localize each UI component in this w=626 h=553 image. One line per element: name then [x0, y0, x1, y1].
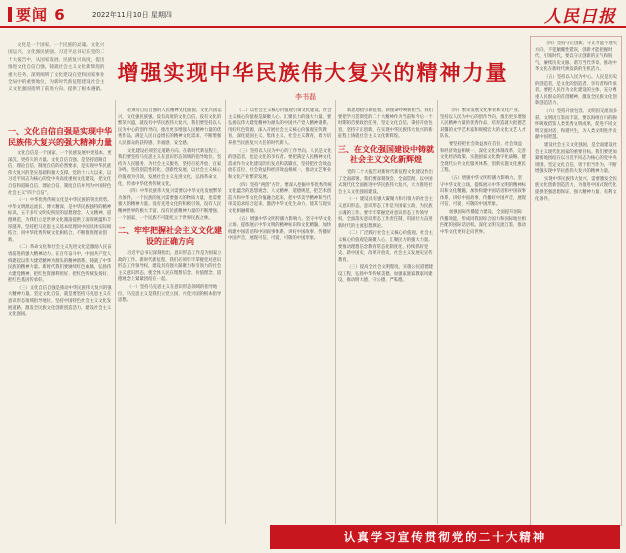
article-byline: 李书磊: [295, 93, 316, 101]
text-column-6: （四）坚持守正创新。守正才能不迷失方向、不犯颠覆性错误，创新才能把握时代、引领时代。要以守正创新的正气和锐气，赓续历史文脉、谱写当代华章，推动中华文化在新时代焕发新的生机活力。 （五）坚持以人民为中心。人民是历史的创造者，是文化的创造者、享有者和传承者。要把人民作为文化建设的主体，充分尊重人民群众的首创精神，激发全民族文化创新创造活力。 （六）坚持开放包容。文明因交流而多彩，文明因互鉴而丰富。要以海纳百川的胸怀吸收借鉴人类优秀文明成果，促进不同文明交流对话、和谐共生，为人类文明进步贡献中国智慧。 建设社会主义文化强国，是全面建设社会主义现代化国家的重要目标。我们要更加紧密地团结在以习近平同志为核心的党中央周围，坚定文化自信，勇于担当作为，不断增强实现中华民族伟大复兴的精神力量。 实现中华民族伟大复兴，需要激发全民族文化创新创造活力，为推进中国式现代化提供坚强思想保证、强大精神力量、有利文化条件。: [535, 41, 618, 202]
sidebar-box: [530, 36, 622, 526]
section-heading-1: 一、文化自信自强是实现中华民族伟大复兴的强大精神力量: [8, 127, 112, 147]
campaign-banner: 认真学习宣传贯彻党的二十大精神: [270, 525, 620, 549]
column-divider: [437, 100, 438, 524]
text-column-2: 必须有自信自强的人民精神文化面貌。文化兴国运兴，文化强民族强。没有高度的文化自信，没有文化的繁荣兴盛，就没有中华民族伟大复兴。我们要坚持以人民为中心的创作导向，推出更多增强人民精神力量的优秀作品，满足人民日益增长的精神文化需求，不断增强人民群众的获得感、幸福感、安全感。 文化建设必须坚定道路方向。在新时代新征程上，我们要坚持马克思主义在意识形态领域的指导地位，坚持为人民服务、为社会主义服务，坚持百花齐放、百家争鸣，坚持创造性转化、创新性发展，以社会主义核心价值观为引领，发展社会主义先进文化，弘扬革命文化，传承中华优秀传统文化。 （四）中华民族伟大复兴需要以中华文化发展繁荣为条件。一个民族的复兴需要强大的物质力量，也需要强大的精神力量。没有先进文化的积极引领，没有人民精神世界的极大丰富，没有民族精神力量的不断增强，一个国家、一个民族不可能屹立于世界民族之林。 二、牢牢把握社会主义文化建设的正确方向 习近平总书记深刻指出，意识形态工作是为国家立政的工作。新时代新征程，我们必须牢牢掌握党对意识形态工作领导权，建设具有强大凝聚力和引领力的社会主义意识形态，使全体人民在理想信念、价值理念、道德观念上紧紧团结在一起。 （一）坚持马克思主义在意识形态领域的指导地位。马克思主义是我们立党立国、兴党兴国的根本指导思想。: [118, 108, 222, 304]
text-column-1: 一、文化自信自强是实现中华民族伟大复兴的强大精神力量 文化自信是一个国家、一个民族发展中更基本、更深沉、更持久的力量。文化自信自强，是坚持道路自信、理论自信、制度自信的必然要求，是实现中华民族伟大复兴的坚实基础和强大支撑。党的十八大以来，以习近平同志为核心的党中央高度重视文化建设，把文化自信和道路自信、理论自信、制度自信并列为中国特色社会主义“四个自信”。 （一）中华优秀传统文化是中华民族的突出优势。中华文明源远流长、博大精深，是中华民族独特的精神标识。五千多年文明史积淀的思想理念、人文精神、道德规范，为我们立足世界文化激荡提供了深厚底蕴和丰厚滋养。坚持把马克思主义基本原理同中国具体实际相结合、同中华优秀传统文化相结合，不断推进理论创新。 （二）革命文化和社会主义先进文化是激励人民奋勇前进的强大精神动力。在百年奋斗中，中国共产党人构建起以伟大建党精神为源头的精神谱系，铸就了中华民族的精神力量。新时代我们要赓续红色血脉，弘扬伟大建党精神，把红色资源利用好、把红色传统发扬好、把红色基因传承好。 （三）文化自信自强是推动中华民族伟大复兴的强大精神力量。坚定文化自信，就是要坚持马克思主义在意识形态领域指导地位，坚持中国特色社会主义文化发展道路，激发全民族文化创新创造活力，建设社会主义文化强国。: [8, 127, 112, 318]
issue-date: 2022年11月10日 星期四: [92, 11, 172, 19]
page-header: [0, 0, 626, 28]
section-heading-3: 三、在文化强国建设中铸就社会主义文化新辉煌: [338, 144, 434, 165]
section-name: 要闻 6: [16, 6, 66, 24]
section-marker: [8, 7, 12, 22]
text-column-4: 新思想指引新征程，新使命呼唤新担当。我们要把学习贯彻党的二十大精神作为当前和今后一个时期的首要政治任务，坚定文化自信，秉持开放包容，坚持守正创新，在实现中华民族伟大复兴的新征程上铸就社会主义文化新辉煌。 三、在文化强国建设中铸就社会主义文化新辉煌 党的二十大报告对新时代新征程文化建设作出了全面部署。我们要深刻领会、全面贯彻，以中国式现代化全面推进中华民族伟大复兴，大力推进社会主义文化强国建设。 （一）建设具有强大凝聚力和引领力的社会主义意识形态。意识形态工作是为国家立政、为民族立魂的工作。要牢牢掌握党对意识形态工作领导权，全面落实意识形态工作责任制，巩固壮大奋进新时代的主流思想舆论。 （二）广泛践行社会主义核心价值观。社会主义核心价值观是凝聚人心、汇聚民力的强大力量。要推动理想信念教育常态化制度化，持续抓好党史、新中国史、改革开放史、社会主义发展史宣传教育。 （三）提高全社会文明程度。实施公民道德建设工程，弘扬中华传统美德，加强家庭家教家风建设，推动明大德、守公德、严私德。: [338, 108, 434, 284]
newspaper-logo: 人民日报: [544, 7, 616, 27]
article-intro: 文化是一个国家、一个民族的灵魂。文化兴国运兴，文化强民族强。习近平总书记在党的二十大报告中，从国家发展、民族复兴高度，提出推进文化自信自强，铸就社会主义文化新辉煌的重大任务，深刻阐明了文化建设在党和国家事业全局中的重要地位，为新时代新征程建设社会主义文化强国指明了前进方向、提供了根本遵循。: [8, 43, 105, 93]
text-column-5: （四）繁荣发展文化事业和文化产业。坚持以人民为中心的创作导向，推出更多增强人民精神力量的优秀作品，培育造就大批德艺双馨的文学艺术家和规模宏大的文化文艺人才队伍。 要坚持把社会效益放在首位、社会效益和经济效益相统一，深化文化体制改革，完善文化经济政策。实施国家文化数字化战略，健全现代公共文化服务体系，创新实施文化惠民工程。 （五）增强中华文明传播力影响力。坚守中华文化立场，提炼展示中华文明的精神标识和文化精髓，加快构建中国话语和中国叙事体系，讲好中国故事、传播好中国声音，展现可信、可爱、可敬的中国形象。 加强国际传播能力建设，全面提升国际传播效能，形成同我国综合国力和国际地位相匹配的国际话语权。深化文明交流互鉴，推动中华文化更好走向世界。: [440, 108, 526, 235]
column-divider: [335, 100, 336, 524]
column-divider: [225, 100, 226, 524]
text-column-3: （二）以社会主义核心价值观引领文化建设。社会主义核心价值观是凝聚人心、汇聚民力的强大力量。要弘扬以伟大建党精神为源头的中国共产党人精神谱系，用好红色资源，深入开展社会主义核心价值观宣传教育，深化爱国主义、集体主义、社会主义教育，着力培养担当民族复兴大任的时代新人。 （三）坚持以人民为中心的工作导向。人民是文化的创造者，也是文化的享有者。要把满足人民精神文化需求作为文化建设的出发点和落脚点，坚持把社会效益放在首位、社会效益和经济效益相统一，推动文艺事业和文化产业繁荣发展。 （四）坚持“两创”方针。要深入挖掘中华优秀传统文化蕴含的思想观念、人文精神、道德规范，把艺术创造力和中华文化价值融合起来，把中华美学精神和当代审美追求结合起来，激活中华文化生命力，使其与现实文化相融相通。 （五）增强中华文明传播力影响力。坚守中华文化立场，提炼展示中华文明的精神标识和文化精髓，加快构建中国话语和中国叙事体系，讲好中国故事、传播好中国声音，展现可信、可爱、可敬的中国形象。: [228, 108, 332, 242]
section-heading-2: 二、牢牢把握社会主义文化建设的正确方向: [118, 226, 222, 246]
column-divider: [115, 100, 116, 524]
article-headline: 增强实现中华民族伟大复兴的精神力量: [117, 61, 509, 85]
